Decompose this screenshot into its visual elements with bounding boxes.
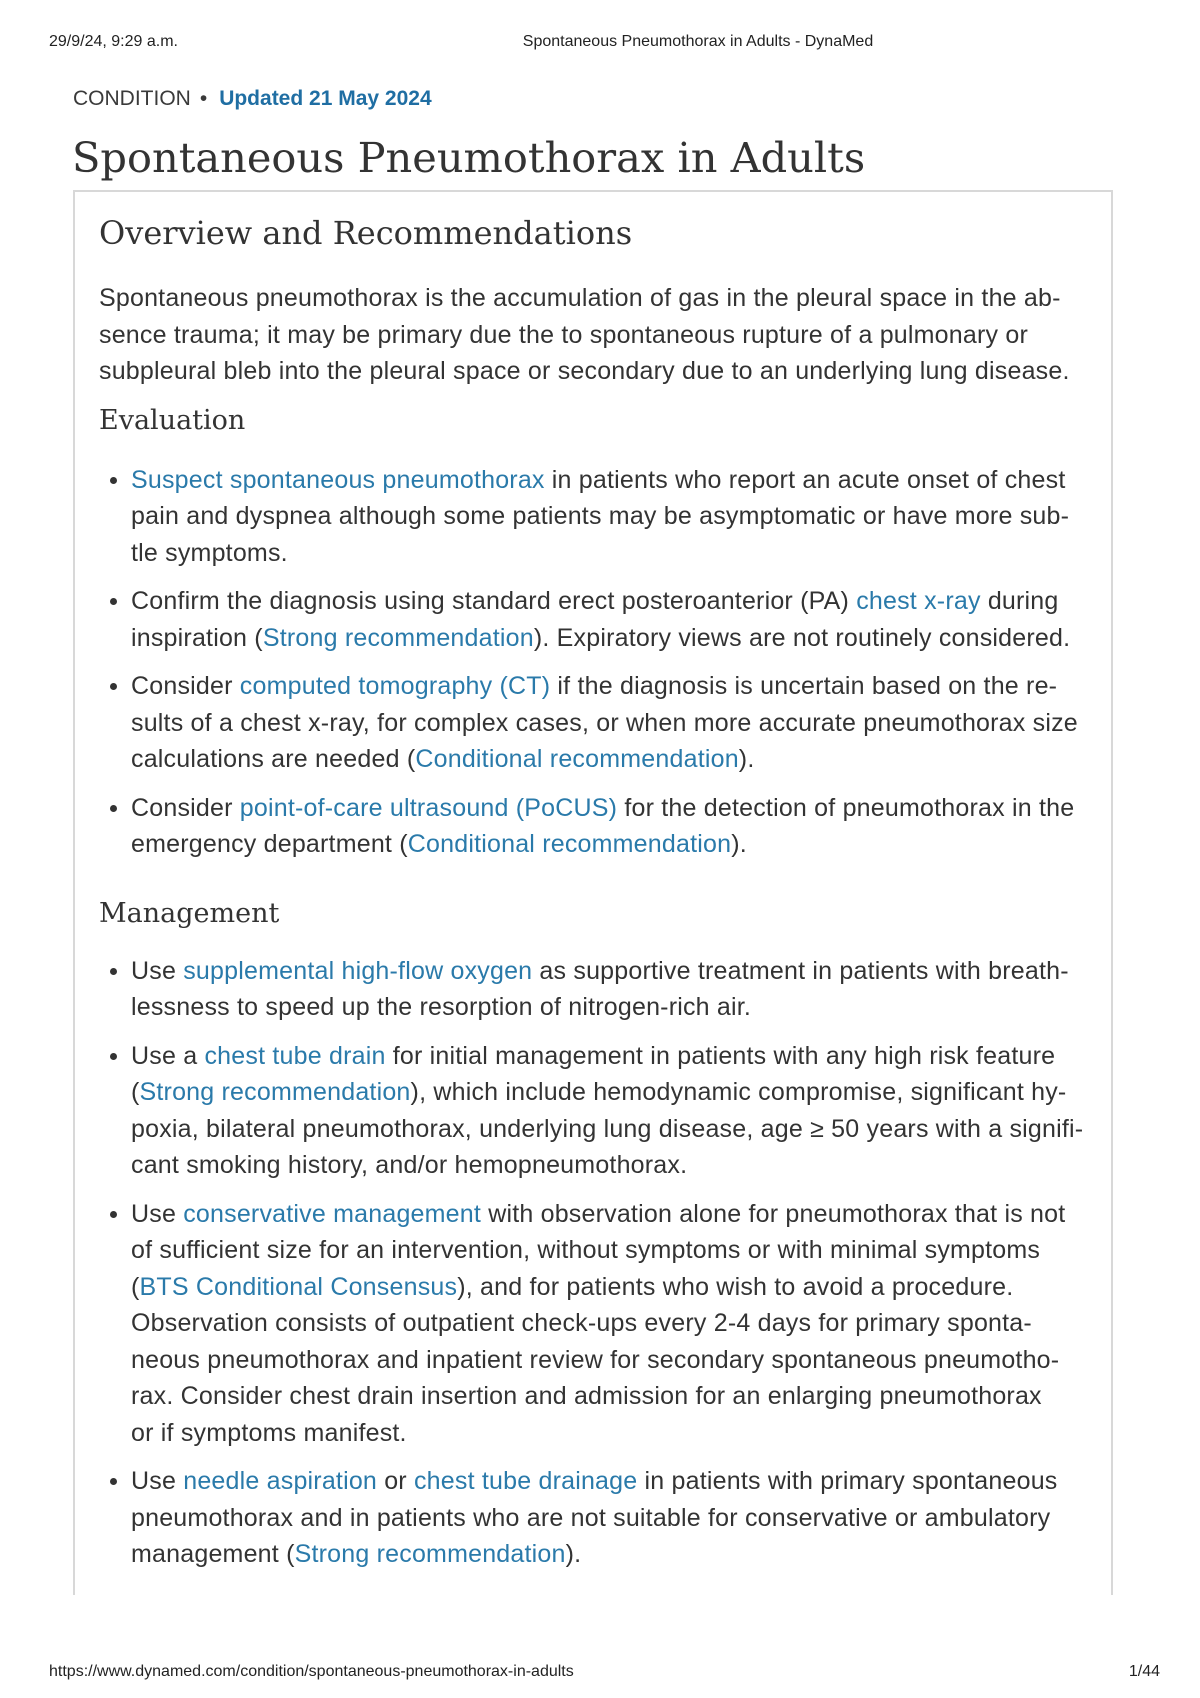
text-run: of sufficient size for an intervention, without symptoms or with minimal symptoms [131, 1236, 1041, 1264]
bullet-line [131, 1500, 1085, 1537]
link-chest-tube-drainage[interactable]: chest tube drainage [413, 1467, 638, 1495]
text-run: or [377, 1467, 414, 1495]
bullet-line [131, 1038, 1085, 1075]
text-run: as supportive treatment in patients with breath- [532, 956, 1069, 985]
bullet-item [131, 583, 1085, 656]
link-conservative-management[interactable]: conservative management [183, 1199, 482, 1228]
updated-date-link[interactable]: Updated 21 May 2024 [219, 87, 432, 110]
bullet-line [131, 1111, 1085, 1148]
text-run: rax. Consider chest drain insertion and admission for an enlarging pneumothorax [131, 1382, 1042, 1410]
link-supplemental-high-flow-oxygen[interactable]: supplemental high-flow oxygen [183, 956, 533, 985]
summary-line [99, 353, 1085, 390]
text-run: Confirm the diagnosis using standard erect posteroanterior (PA) [131, 587, 857, 615]
section-heading-management: Management [99, 897, 280, 929]
text-run: Consider [131, 672, 240, 700]
bullet-line [131, 1342, 1085, 1379]
text-run: ). [565, 1540, 582, 1568]
text-run: Use a [131, 1041, 205, 1070]
link-strong-recommendation[interactable]: Strong recommendation [294, 1540, 566, 1568]
bullet-line [131, 953, 1085, 990]
overview-panel [73, 190, 1113, 1595]
text-run: tle symptoms. [131, 538, 288, 567]
text-run: Use [131, 1467, 184, 1495]
text-run: ), which include hemodynamic compromise, significant hy- [410, 1078, 1067, 1106]
link-point-of-care-ultrasound-pocus[interactable]: point-of-care ultrasound (PoCUS) [239, 793, 618, 822]
link-needle-aspiration[interactable]: needle aspiration [183, 1467, 378, 1495]
link-suspect-spontaneous-pneumothorax[interactable]: Suspect spontaneous pneumothorax [131, 465, 545, 494]
link-computed-tomography-ct[interactable]: computed tomography (CT) [239, 672, 551, 700]
link-conditional-recommendation[interactable]: Conditional recommendation [415, 745, 739, 773]
text-run: inspiration ( [131, 623, 263, 652]
link-bts-conditional-consensus[interactable]: BTS Conditional Consensus [139, 1272, 458, 1301]
text-run: Observation consists of outpatient check-ups every 2-4 days for primary sponta- [131, 1309, 1032, 1337]
bullet-line [131, 826, 1085, 863]
bullet-item [131, 1038, 1085, 1184]
bullet-line [131, 1378, 1085, 1415]
bullet-line [131, 1536, 1085, 1573]
bullet-item [131, 790, 1085, 863]
bullet-item [131, 953, 1085, 1026]
link-chest-tube-drain[interactable]: chest tube drain [204, 1041, 386, 1070]
bullet-line [131, 790, 1085, 827]
text-run: sults of a chest x-ray, for complex cases, or when more accurate pneumothorax size [131, 708, 1078, 737]
bullet-line [131, 1463, 1085, 1500]
bullet-item [131, 668, 1085, 778]
bullet-line [131, 1232, 1085, 1269]
link-conditional-recommendation[interactable]: Conditional recommendation [407, 830, 732, 858]
text-run: ( [131, 1272, 140, 1301]
page-title: Spontaneous Pneumothorax in Adults [72, 133, 866, 182]
print-url: https://www.dynamed.com/condition/spontaneous-pneumothorax-in-adults [49, 1663, 574, 1680]
text-run: ( [131, 1078, 140, 1106]
bullet-line [131, 1305, 1085, 1342]
separator-dot: • [199, 87, 208, 110]
text-run: Use [131, 1199, 184, 1228]
link-strong-recommendation[interactable]: Strong recommendation [262, 623, 534, 652]
text-run: ). Expiratory views are not routinely considered. [533, 623, 1071, 652]
text-run: sence trauma; it may be primary due the to spontaneous rupture of a pulmonary or [99, 320, 1028, 349]
text-run: pain and dyspnea although some patients may be asymptomatic or have more sub- [131, 502, 1070, 530]
print-page-title: Spontaneous Pneumothorax in Adults - DynaMed [522, 33, 874, 50]
management-list [99, 953, 1085, 1573]
bullet-line [131, 583, 1085, 620]
text-run: with observation alone for pneumothorax that is not [481, 1199, 1066, 1228]
text-run: neous pneumothorax and inpatient review for secondary spontaneous pneumotho- [131, 1345, 1060, 1374]
text-run: Spontaneous pneumothorax is the accumulation of gas in the pleural space in the ab- [99, 284, 1061, 312]
bullet-line [131, 620, 1085, 657]
bullet-line [131, 705, 1085, 742]
overview-heading: Overview and Recommendations [99, 214, 633, 252]
link-strong-recommendation[interactable]: Strong recommendation [139, 1078, 411, 1106]
bullet-line [131, 741, 1085, 778]
bullet-line [131, 1074, 1085, 1111]
text-run: Consider [131, 793, 240, 822]
overview-summary [99, 280, 1085, 390]
bullet-item [131, 1196, 1085, 1452]
article-meta [73, 86, 432, 112]
text-run: Use [131, 956, 184, 985]
bullet-line [131, 1415, 1085, 1452]
bullet-line [131, 989, 1085, 1026]
text-run: in patients who report an acute onset of chest [544, 465, 1066, 494]
content-type-label: CONDITION [73, 87, 191, 110]
text-run: management ( [131, 1540, 295, 1568]
print-datetime: 29/9/24, 9:29 a.m. [49, 33, 178, 50]
print-page-number: 1/44 [1128, 1663, 1160, 1680]
text-run: subpleural bleb into the pleural space or secondary due to an underlying lung disease. [99, 357, 1070, 385]
text-run: or if symptoms manifest. [131, 1418, 407, 1447]
bullet-line [131, 1147, 1085, 1184]
text-run: cant smoking history, and/or hemopneumothorax. [131, 1151, 688, 1179]
text-run: if the diagnosis is uncertain based on the re- [550, 672, 1058, 700]
text-run: calculations are needed ( [131, 745, 416, 773]
text-run: poxia, bilateral pneumothorax, underlying lung disease, age ≥ 50 years with a signifi- [131, 1114, 1084, 1143]
bullet-line [131, 668, 1085, 705]
bullet-line [131, 1196, 1085, 1233]
text-run: for the detection of pneumothorax in the [617, 793, 1075, 822]
text-run: ), and for patients who wish to avoid a procedure. [457, 1272, 1014, 1301]
bullet-line [131, 498, 1085, 535]
text-run: pneumothorax and in patients who are not suitable for conservative or ambulatory [131, 1503, 1051, 1532]
bullet-item [131, 462, 1085, 572]
text-run: lessness to speed up the resorption of nitrogen-rich air. [131, 993, 752, 1021]
bullet-item [131, 1463, 1085, 1573]
text-run: emergency department ( [131, 830, 408, 858]
text-run: during [980, 587, 1059, 615]
section-heading-evaluation: Evaluation [99, 404, 246, 436]
bullet-line [131, 535, 1085, 572]
summary-line [99, 280, 1085, 317]
summary-line [99, 317, 1085, 354]
bullet-line [131, 1269, 1085, 1306]
link-chest-x-ray[interactable]: chest x-ray [856, 587, 981, 615]
text-run: ). [738, 745, 755, 773]
text-run: ). [731, 830, 747, 858]
text-run: in patients with primary spontaneous [637, 1467, 1058, 1495]
text-run: for initial management in patients with any high risk feature [385, 1041, 1056, 1070]
bullet-line [131, 462, 1085, 499]
evaluation-list [99, 462, 1085, 863]
